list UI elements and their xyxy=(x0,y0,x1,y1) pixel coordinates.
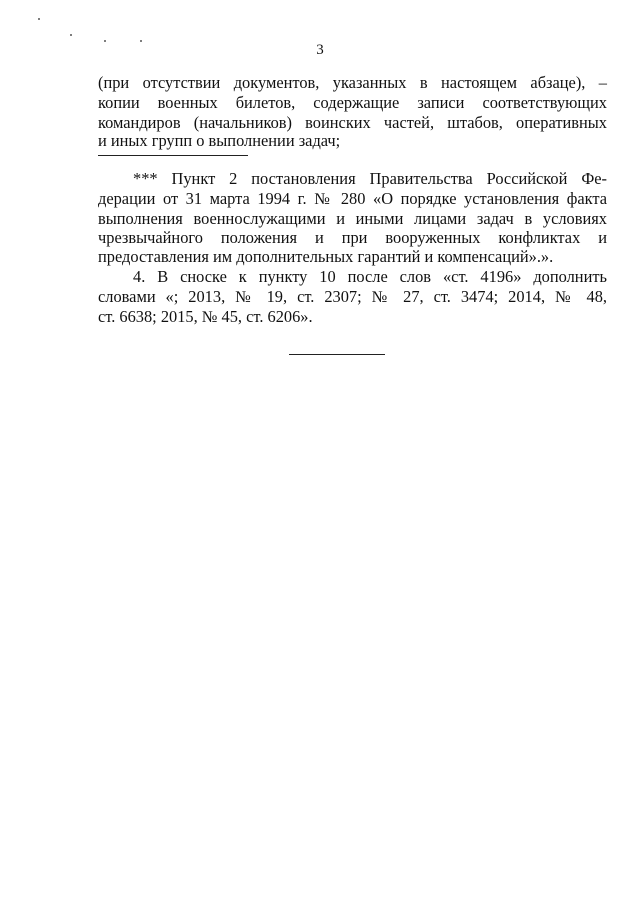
paragraph-line: и иных групп о выполнении задач; xyxy=(98,131,341,150)
end-rule xyxy=(289,354,385,355)
footnote-line: предоставления им дополнительных гарантий и компенсаций».». xyxy=(98,247,554,266)
item-4-line: ст. 6638; 2015, № 45, ст. 6206». xyxy=(98,307,313,326)
scan-speck xyxy=(70,34,72,36)
paragraph-line: командиров (начальников) воинских частей, штабов, оперативных xyxy=(98,113,607,132)
page-number: 3 xyxy=(316,42,324,58)
footnote-line: дерации от 31 марта 1994 г. № 280 «О порядке установления факта xyxy=(98,189,607,208)
item-4-line: словами «; 2013, № 19, ст. 2307; № 27, ст. 3474; 2014, № 48, xyxy=(98,287,607,306)
item-4-line: 4. В сноске к пункту 10 после слов «ст. 4196» дополнить xyxy=(133,267,607,286)
paragraph-line: (при отсутствии документов, указанных в настоящем абзаце), – xyxy=(98,73,607,92)
footnote-separator xyxy=(98,155,248,156)
scan-speck xyxy=(38,18,40,20)
footnote-line: выполнения военнослужащими и иными лицами задач в условиях xyxy=(98,209,607,228)
paragraph-line: копии военных билетов, содержащие записи соответствующих xyxy=(98,93,607,112)
footnote-line: *** Пункт 2 постановления Правительства Российской Фе- xyxy=(133,169,607,188)
footnote-line: чрезвычайного положения и при вооруженных конфликтах и xyxy=(98,228,607,247)
